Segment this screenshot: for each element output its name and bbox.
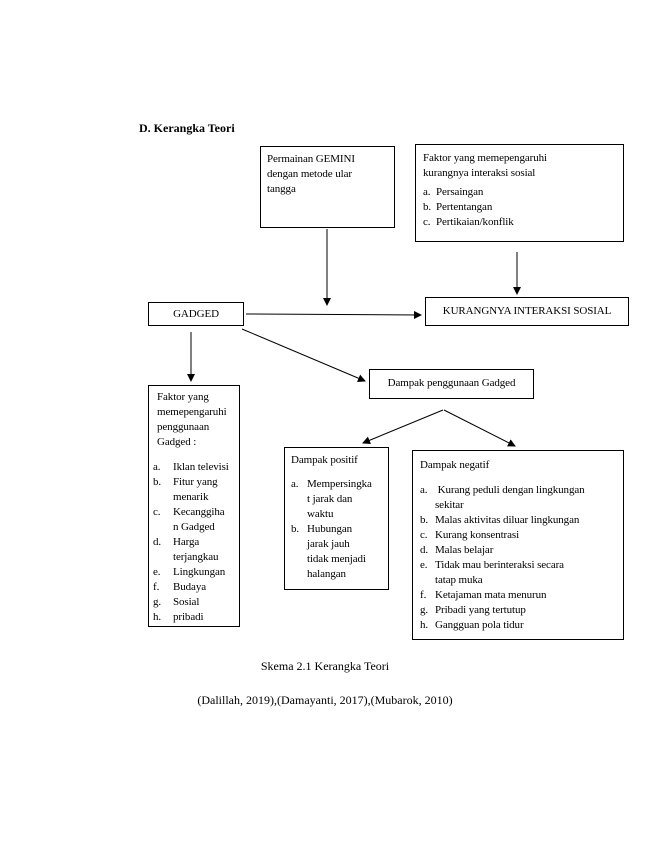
positive-impact-list — [291, 477, 382, 582]
gemini-line: Permainan GEMINI — [267, 153, 355, 165]
list-item: f. Ketajaman mata menurun — [420, 589, 547, 601]
factors-social-interaction-box — [415, 144, 624, 242]
usage-factors-list — [153, 460, 235, 625]
usage-factors-title: memepengaruhi — [157, 406, 227, 418]
figure-caption — [0, 659, 650, 674]
gemini-line: dengan metode ular — [267, 168, 352, 180]
negative-impact-box — [412, 450, 624, 640]
list-item: g. Pribadi yang tertutup — [420, 604, 526, 616]
list-item: f. Budaya — [153, 581, 207, 593]
list-item: h. pribadi — [153, 611, 204, 623]
negative-impact-list — [420, 483, 616, 633]
list-item: e. Lingkungan — [153, 566, 226, 578]
lack-of-social-interaction-box — [425, 297, 629, 326]
arrow-dampak-to-negatif — [444, 410, 515, 446]
gadget-usage-factors-box — [148, 385, 240, 627]
factors-list — [423, 185, 616, 230]
list-item: c. Kurang konsentrasi — [420, 529, 520, 541]
negative-impact-title: Dampak negatif — [420, 459, 490, 471]
usage-factors-title: Gadged : — [157, 436, 197, 448]
section-heading: D. Kerangka Teori — [139, 121, 235, 135]
list-item: b. Fitur yang menarik — [153, 476, 218, 503]
positive-impact-box — [284, 447, 389, 590]
gemini-game-box — [260, 146, 395, 228]
list-item: d. Malas belajar — [420, 544, 494, 556]
gadged-label: GADGED — [173, 308, 219, 320]
caption-text: Skema 2.1 Kerangka Teori — [260, 659, 390, 673]
usage-factors-title: penggunaan — [157, 421, 210, 433]
arrow-dampak-to-positif — [363, 410, 443, 443]
list-item: a. Persaingan — [423, 186, 484, 198]
list-item: b. Pertentangan — [423, 201, 493, 213]
list-item: b. Malas aktivitas diluar lingkungan — [420, 514, 580, 526]
gadged-box — [148, 302, 244, 326]
citation-text: (Dalillah, 2019),(Damayanti, 2017),(Mubarok, 2010) — [197, 693, 453, 707]
usage-factors-title: Faktor yang — [157, 391, 209, 403]
factors-title: kurangnya interaksi sosial — [423, 167, 536, 179]
gadget-impact-label: Dampak penggunaan Gadged — [387, 377, 516, 389]
arrow-gadged-to-dampak — [242, 329, 365, 381]
figure-citation — [0, 693, 650, 708]
arrow-gadged-to-kurangnya — [246, 314, 421, 315]
list-item: a. Mempersingka t jarak dan waktu — [291, 478, 372, 520]
list-item: h. Gangguan pola tidur — [420, 619, 524, 631]
gemini-line: tangga — [267, 183, 296, 195]
list-item: e. Tidak mau berinteraksi secara tatap muka — [420, 559, 564, 586]
gadget-impact-box — [369, 369, 534, 399]
list-item: c. Pertikaian/konflik — [423, 216, 514, 228]
factors-title: Faktor yang memepengaruhi — [423, 152, 547, 164]
list-item: a. Kurang peduli dengan lingkungan sekitar — [420, 484, 585, 511]
list-item: a. Iklan televisi — [153, 461, 229, 473]
list-item: d. Harga terjangkau — [153, 536, 219, 563]
lack-of-social-interaction-label: KURANGNYA INTERAKSI SOSIAL — [442, 305, 612, 317]
positive-impact-title: Dampak positif — [291, 454, 358, 466]
list-item: b. Hubungan jarak jauh tidak menjadi halangan — [291, 523, 366, 580]
list-item: g. Sosial — [153, 596, 200, 608]
list-item: c. Kecanggiha n Gadged — [153, 506, 225, 533]
